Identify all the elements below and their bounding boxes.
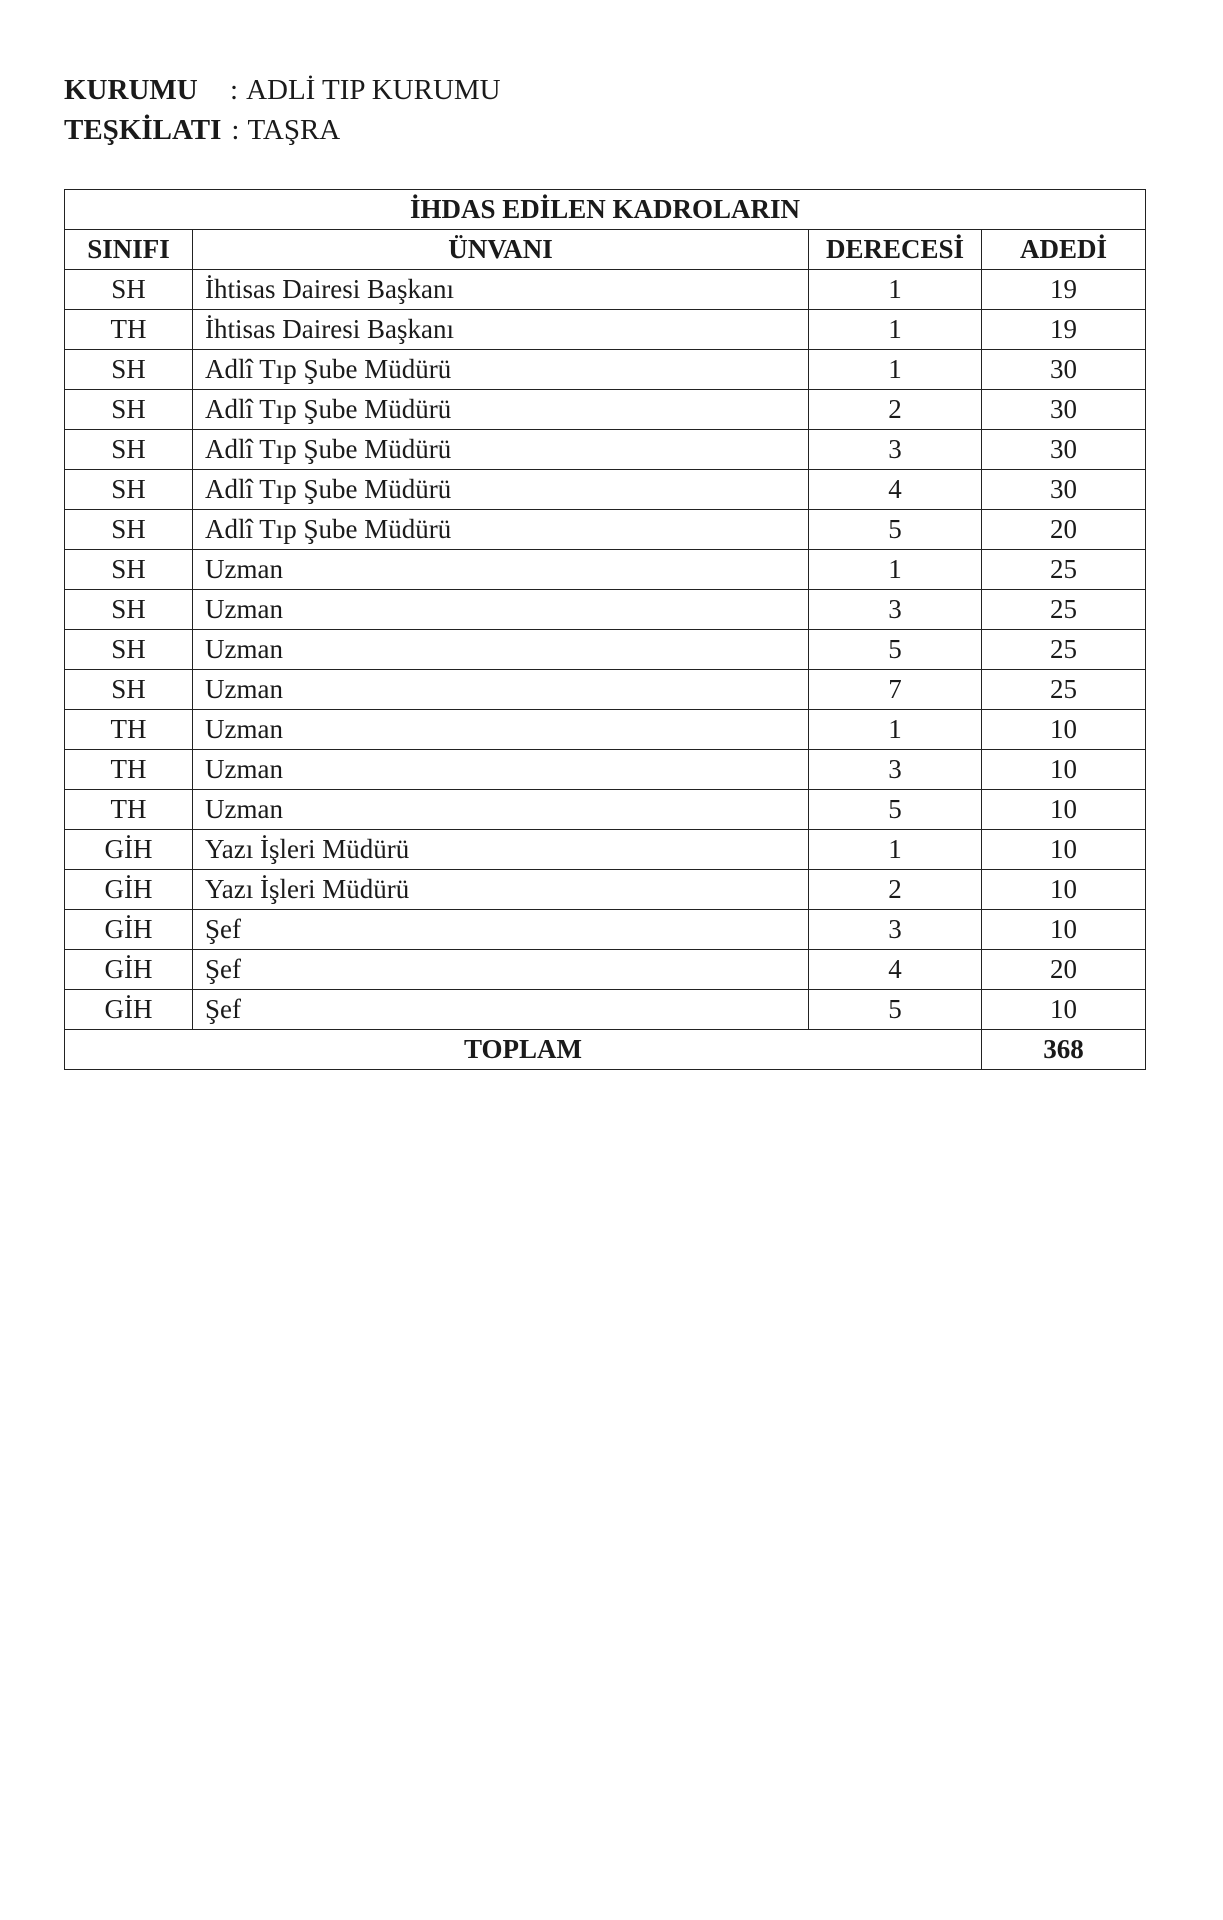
table-row — [65, 310, 1146, 350]
cell-adedi: 30 — [982, 390, 1146, 430]
cell-derecesi: 1 — [809, 830, 982, 870]
table-row — [65, 350, 1146, 390]
cell-unvani: Adlî Tıp Şube Müdürü — [193, 390, 809, 430]
cell-sinifi: SH — [65, 470, 193, 510]
cell-derecesi: 1 — [809, 350, 982, 390]
cell-sinifi: GİH — [65, 910, 193, 950]
teskilati-line — [64, 110, 501, 150]
cell-unvani: Yazı İşleri Müdürü — [193, 870, 809, 910]
cell-unvani: Uzman — [193, 630, 809, 670]
kurumu-label: KURUMU — [64, 74, 198, 106]
cell-unvani: Yazı İşleri Müdürü — [193, 830, 809, 870]
table-row — [65, 830, 1146, 870]
cell-unvani: İhtisas Dairesi Başkanı — [193, 310, 809, 350]
table-row — [65, 430, 1146, 470]
teskilati-separator: : — [231, 114, 240, 146]
cell-adedi: 20 — [982, 950, 1146, 990]
cell-unvani: Şef — [193, 910, 809, 950]
kurumu-value: ADLİ TIP KURUMU — [246, 74, 501, 106]
table-row — [65, 510, 1146, 550]
table-header-row — [65, 230, 1146, 270]
teskilati-label: TEŞKİLATI — [64, 114, 222, 146]
cell-adedi: 25 — [982, 590, 1146, 630]
cell-unvani: Şef — [193, 950, 809, 990]
cell-sinifi: SH — [65, 350, 193, 390]
table-body — [65, 270, 1146, 1030]
document-header — [64, 70, 501, 150]
cell-sinifi: SH — [65, 430, 193, 470]
cell-derecesi: 5 — [809, 990, 982, 1030]
table-row — [65, 750, 1146, 790]
cell-derecesi: 4 — [809, 950, 982, 990]
cell-unvani: Uzman — [193, 590, 809, 630]
cell-derecesi: 5 — [809, 630, 982, 670]
cell-adedi: 20 — [982, 510, 1146, 550]
cell-adedi: 10 — [982, 710, 1146, 750]
cell-adedi: 10 — [982, 990, 1146, 1030]
cell-derecesi: 4 — [809, 470, 982, 510]
table-row — [65, 950, 1146, 990]
table-row — [65, 910, 1146, 950]
table-row — [65, 990, 1146, 1030]
cell-adedi: 25 — [982, 670, 1146, 710]
cell-sinifi: SH — [65, 510, 193, 550]
column-header-derecesi: DERECESİ — [809, 230, 982, 270]
table-row — [65, 550, 1146, 590]
table-row — [65, 390, 1146, 430]
cell-sinifi: TH — [65, 710, 193, 750]
cell-sinifi: SH — [65, 630, 193, 670]
cell-derecesi: 3 — [809, 430, 982, 470]
cell-unvani: Uzman — [193, 750, 809, 790]
cell-derecesi: 2 — [809, 390, 982, 430]
cell-unvani: Şef — [193, 990, 809, 1030]
cell-adedi: 10 — [982, 910, 1146, 950]
cell-unvani: Uzman — [193, 710, 809, 750]
cell-sinifi: GİH — [65, 950, 193, 990]
cell-derecesi: 5 — [809, 510, 982, 550]
cell-adedi: 25 — [982, 630, 1146, 670]
table-row — [65, 870, 1146, 910]
cell-adedi: 25 — [982, 550, 1146, 590]
table-row — [65, 670, 1146, 710]
cell-adedi: 30 — [982, 350, 1146, 390]
cell-derecesi: 1 — [809, 710, 982, 750]
cell-unvani: Adlî Tıp Şube Müdürü — [193, 350, 809, 390]
cell-sinifi: TH — [65, 750, 193, 790]
cell-sinifi: SH — [65, 550, 193, 590]
cell-sinifi: GİH — [65, 870, 193, 910]
table-row — [65, 590, 1146, 630]
total-label: TOPLAM — [65, 1030, 982, 1070]
cell-sinifi: TH — [65, 790, 193, 830]
total-value: 368 — [982, 1030, 1146, 1070]
cell-sinifi: GİH — [65, 830, 193, 870]
cell-sinifi: SH — [65, 670, 193, 710]
table-row — [65, 270, 1146, 310]
cell-sinifi: GİH — [65, 990, 193, 1030]
cell-derecesi: 1 — [809, 550, 982, 590]
teskilati-value: TAŞRA — [247, 114, 341, 146]
column-header-adedi: ADEDİ — [982, 230, 1146, 270]
column-header-sinifi: SINIFI — [65, 230, 193, 270]
cell-unvani: Adlî Tıp Şube Müdürü — [193, 430, 809, 470]
cell-derecesi: 3 — [809, 910, 982, 950]
cell-derecesi: 2 — [809, 870, 982, 910]
cell-derecesi: 5 — [809, 790, 982, 830]
table-row — [65, 470, 1146, 510]
cell-derecesi: 3 — [809, 590, 982, 630]
cell-unvani: Uzman — [193, 670, 809, 710]
cell-unvani: Uzman — [193, 790, 809, 830]
cell-adedi: 19 — [982, 270, 1146, 310]
cell-adedi: 30 — [982, 430, 1146, 470]
cell-adedi: 10 — [982, 790, 1146, 830]
cell-adedi: 30 — [982, 470, 1146, 510]
cell-sinifi: TH — [65, 310, 193, 350]
table-title-row — [65, 190, 1146, 230]
cell-sinifi: SH — [65, 590, 193, 630]
table-row — [65, 710, 1146, 750]
cell-sinifi: SH — [65, 390, 193, 430]
cell-adedi: 10 — [982, 870, 1146, 910]
cell-derecesi: 1 — [809, 310, 982, 350]
cell-adedi: 10 — [982, 830, 1146, 870]
cell-derecesi: 7 — [809, 670, 982, 710]
cell-adedi: 10 — [982, 750, 1146, 790]
table-row — [65, 790, 1146, 830]
column-header-unvani: ÜNVANI — [193, 230, 809, 270]
cell-unvani: Adlî Tıp Şube Müdürü — [193, 510, 809, 550]
kurumu-line — [64, 70, 501, 110]
cell-derecesi: 1 — [809, 270, 982, 310]
table-row — [65, 630, 1146, 670]
cell-unvani: Uzman — [193, 550, 809, 590]
kurumu-separator: : — [230, 74, 239, 106]
cell-adedi: 19 — [982, 310, 1146, 350]
table-title: İHDAS EDİLEN KADROLARIN — [65, 190, 1146, 230]
kadro-table — [64, 189, 1146, 1070]
total-row — [65, 1030, 1146, 1070]
cell-unvani: Adlî Tıp Şube Müdürü — [193, 470, 809, 510]
cell-sinifi: SH — [65, 270, 193, 310]
cell-derecesi: 3 — [809, 750, 982, 790]
cell-unvani: İhtisas Dairesi Başkanı — [193, 270, 809, 310]
